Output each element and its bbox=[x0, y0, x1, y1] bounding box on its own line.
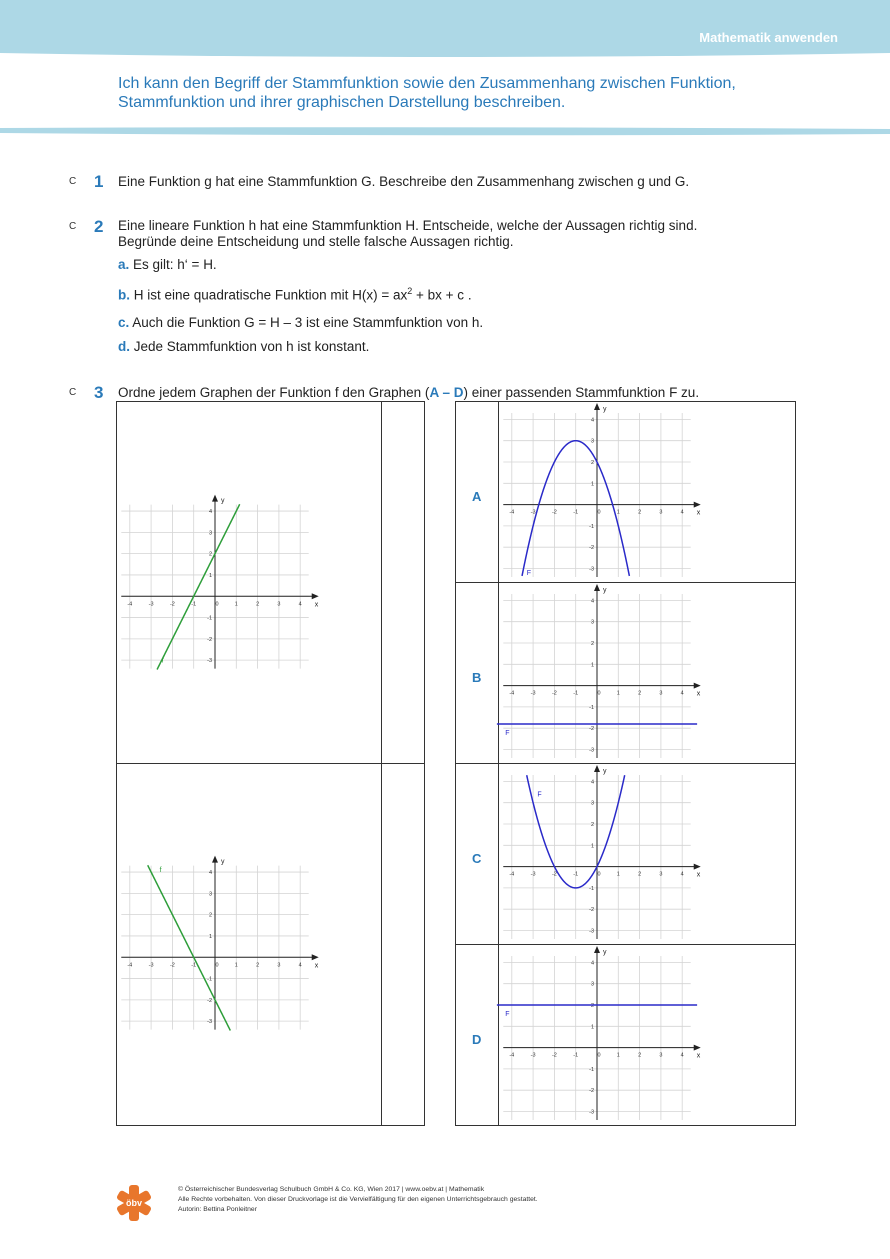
x-tick-label: 1 bbox=[616, 690, 620, 697]
x-axis-label: x bbox=[696, 509, 701, 517]
task-3-range-to: D bbox=[453, 385, 464, 400]
option-letter-a: A bbox=[472, 489, 482, 504]
x-tick-label: -1 bbox=[191, 962, 197, 969]
y-tick-label: -1 bbox=[589, 523, 594, 530]
task-2-item-d bbox=[118, 339, 369, 354]
x-tick-label: -1 bbox=[573, 509, 579, 516]
x-tick-label: 0 bbox=[597, 1052, 601, 1059]
x-tick-label: -4 bbox=[509, 690, 515, 697]
learning-objective bbox=[118, 74, 818, 112]
x-axis-arrow bbox=[312, 954, 319, 960]
task-1-competence: C bbox=[69, 176, 77, 187]
y-tick-label: 2 bbox=[208, 551, 212, 558]
x-tick-label: 2 bbox=[256, 601, 260, 608]
x-tick-label: 3 bbox=[277, 962, 281, 969]
curve-label: F bbox=[537, 791, 542, 799]
y-tick-label: -2 bbox=[589, 545, 594, 552]
objective-line-2: Stammfunktion und ihrer graphischen Darstellung beschreiben. bbox=[118, 94, 566, 111]
x-axis-label: x bbox=[314, 601, 319, 609]
task-2-text bbox=[118, 218, 697, 250]
y-tick-label: 4 bbox=[208, 870, 212, 877]
graph-f-1 bbox=[123, 497, 323, 675]
x-tick-label: -4 bbox=[509, 871, 515, 878]
y-tick-label: 1 bbox=[590, 662, 594, 669]
footer-copyright: © Österreichischer Bundesverlag Schulbuch GmbH & Co. KG, Wien 2017 | www.oebv.at | Mathematik bbox=[178, 1186, 485, 1193]
header-wave bbox=[0, 45, 890, 65]
task-3-range-dash: – bbox=[438, 385, 454, 400]
y-tick-label: 4 bbox=[590, 960, 594, 967]
y-tick-label: 1 bbox=[590, 843, 594, 850]
y-tick-label: 2 bbox=[208, 912, 212, 919]
y-tick-label: -3 bbox=[589, 566, 594, 573]
task-3-competence: C bbox=[69, 387, 77, 398]
x-tick-label: 2 bbox=[638, 871, 642, 878]
x-tick-label: 4 bbox=[298, 962, 302, 969]
y-tick-label: 3 bbox=[208, 530, 212, 537]
x-tick-label: -3 bbox=[530, 1052, 536, 1059]
y-tick-label: 4 bbox=[590, 417, 594, 424]
y-tick-label: 3 bbox=[590, 800, 594, 807]
formula-main: H(x) = ax bbox=[352, 287, 408, 303]
y-tick-label: -3 bbox=[589, 1109, 594, 1116]
x-tick-label: 2 bbox=[638, 690, 642, 697]
task-1-text: Eine Funktion g hat eine Stammfunktion G. Beschreibe den Zusammenhang zwischen g und G. bbox=[118, 174, 690, 189]
item-text: Es gilt: h‘ = H. bbox=[133, 257, 217, 272]
x-tick-label: -2 bbox=[551, 871, 557, 878]
y-axis-label: y bbox=[603, 406, 607, 414]
x-axis-arrow bbox=[694, 864, 701, 870]
task-2-number: 2 bbox=[94, 217, 104, 236]
x-tick-label: -1 bbox=[191, 601, 197, 608]
function-curve bbox=[157, 504, 240, 669]
y-tick-label: -2 bbox=[589, 1088, 594, 1095]
x-tick-label: 1 bbox=[234, 601, 238, 608]
curve-label: F bbox=[505, 1011, 510, 1018]
y-tick-label: 2 bbox=[590, 1003, 594, 1009]
item-text: Auch die Funktion G = H – 3 ist eine Stammfunktion von h. bbox=[132, 315, 484, 330]
x-tick-label: 3 bbox=[659, 690, 663, 697]
y-tick-label: -1 bbox=[589, 885, 594, 892]
y-tick-label: 2 bbox=[590, 460, 594, 466]
x-tick-label: 4 bbox=[680, 509, 684, 516]
task-3-text-start: Ordne jedem Graphen der Funktion f den Graphen ( bbox=[118, 385, 430, 400]
x-tick-label: -1 bbox=[573, 1052, 579, 1059]
task-2-line-1: Eine lineare Funktion h hat eine Stammfunktion H. Entscheide, welche der Aussagen richtig sind. bbox=[118, 218, 698, 233]
y-tick-label: 2 bbox=[590, 641, 594, 647]
x-axis-label: x bbox=[696, 871, 701, 879]
option-letter-c: C bbox=[472, 851, 482, 866]
task-2-item-a bbox=[118, 257, 217, 272]
y-tick-label: 4 bbox=[208, 509, 212, 516]
x-tick-label: -4 bbox=[127, 962, 133, 969]
x-tick-label: -3 bbox=[148, 962, 154, 969]
item-label: a. bbox=[118, 257, 130, 272]
row-divider-2 bbox=[455, 763, 796, 764]
footer bbox=[178, 1185, 538, 1215]
y-tick-label: -2 bbox=[589, 907, 594, 914]
x-axis-arrow bbox=[694, 502, 701, 508]
x-tick-label: 0 bbox=[597, 509, 601, 516]
x-tick-label: -2 bbox=[169, 601, 175, 608]
y-tick-label: 1 bbox=[590, 481, 594, 488]
item-label: b. bbox=[118, 287, 130, 303]
x-tick-label: -2 bbox=[551, 1052, 557, 1059]
x-tick-label: -3 bbox=[530, 871, 536, 878]
task-2-line-2: Begründe deine Entscheidung und stelle falsche Aussagen richtig. bbox=[118, 234, 514, 249]
item-text-end: . bbox=[464, 287, 472, 303]
task-3-range-from: A bbox=[429, 385, 439, 400]
y-tick-label: 3 bbox=[208, 891, 212, 898]
x-axis-label: x bbox=[696, 1052, 701, 1060]
task-3-text bbox=[118, 385, 699, 401]
y-tick-label: 3 bbox=[590, 619, 594, 626]
curve-label: F bbox=[526, 569, 531, 577]
task-2-item-c bbox=[118, 315, 483, 330]
curve-label: F bbox=[505, 729, 510, 737]
task-2-item-b bbox=[118, 286, 472, 303]
x-tick-label: 4 bbox=[680, 871, 684, 878]
function-table-row-divider bbox=[116, 763, 425, 764]
x-tick-label: 4 bbox=[298, 601, 302, 608]
item-text: Jede Stammfunktion von h ist konstant. bbox=[133, 339, 370, 354]
x-tick-label: -1 bbox=[573, 871, 579, 878]
y-tick-label: -3 bbox=[207, 658, 212, 665]
graph-antiderivative-a bbox=[505, 406, 705, 582]
curve-label: f bbox=[161, 657, 164, 665]
x-tick-label: -2 bbox=[169, 962, 175, 969]
graph-antiderivative-b bbox=[505, 587, 705, 763]
y-tick-label: 1 bbox=[208, 933, 212, 940]
y-tick-label: 2 bbox=[590, 822, 594, 828]
x-axis-arrow bbox=[694, 1045, 701, 1051]
footer-author: Autorin: Bettina Ponleitner bbox=[178, 1206, 257, 1213]
x-tick-label: -3 bbox=[148, 601, 154, 608]
y-axis-label: y bbox=[603, 768, 607, 776]
brand-label: Mathematik anwenden bbox=[699, 30, 838, 45]
graph-antiderivative-c bbox=[505, 768, 705, 944]
task-1-number: 1 bbox=[94, 172, 104, 191]
x-tick-label: 1 bbox=[616, 509, 620, 516]
x-axis-label: x bbox=[696, 690, 701, 698]
y-tick-label: -2 bbox=[589, 726, 594, 733]
answer-cell-2[interactable] bbox=[383, 765, 423, 1124]
x-tick-label: 3 bbox=[659, 871, 663, 878]
x-tick-label: 3 bbox=[659, 509, 663, 516]
x-tick-label: 1 bbox=[616, 871, 620, 878]
x-tick-label: -4 bbox=[509, 1052, 515, 1059]
x-tick-label: -3 bbox=[530, 509, 536, 516]
x-tick-label: 2 bbox=[256, 962, 260, 969]
answer-cell-1[interactable] bbox=[383, 403, 423, 762]
y-tick-label: 3 bbox=[590, 981, 594, 988]
y-tick-label: -1 bbox=[589, 704, 594, 711]
y-tick-label: -3 bbox=[589, 928, 594, 935]
x-tick-label: -2 bbox=[551, 509, 557, 516]
y-tick-label: -1 bbox=[589, 1066, 594, 1073]
task-3-text-end: ) einer passenden Stammfunktion F zu. bbox=[463, 385, 700, 400]
x-tick-label: 4 bbox=[680, 1052, 684, 1059]
y-tick-label: -1 bbox=[207, 976, 212, 983]
function-curve bbox=[148, 865, 231, 1030]
x-tick-label: -3 bbox=[530, 690, 536, 697]
x-tick-label: 0 bbox=[215, 962, 219, 969]
y-axis-label: y bbox=[603, 587, 607, 595]
x-tick-label: -1 bbox=[573, 690, 579, 697]
x-tick-label: 1 bbox=[234, 962, 238, 969]
formula-rest: + bx + c bbox=[412, 287, 465, 303]
y-tick-label: -2 bbox=[207, 997, 212, 1004]
x-tick-label: -2 bbox=[551, 690, 557, 697]
graph-f-2 bbox=[123, 858, 323, 1036]
formula-exponent: 2 bbox=[407, 286, 413, 296]
x-tick-label: -4 bbox=[127, 601, 133, 608]
y-tick-label: 1 bbox=[208, 572, 212, 579]
y-tick-label: -3 bbox=[207, 1019, 212, 1026]
task-3-number: 3 bbox=[94, 383, 104, 402]
y-axis-label: y bbox=[221, 858, 225, 866]
footer-rights: Alle Rechte vorbehalten. Von dieser Druckvorlage ist die Vervielfältigung für den eigenen Unterrichtsgebrauch gestattet. bbox=[178, 1196, 538, 1203]
x-tick-label: -4 bbox=[509, 509, 515, 516]
x-tick-label: 0 bbox=[597, 690, 601, 697]
x-tick-label: 3 bbox=[277, 601, 281, 608]
x-axis-label: x bbox=[314, 962, 319, 970]
y-tick-label: 3 bbox=[590, 438, 594, 445]
option-letter-b: B bbox=[472, 670, 482, 685]
row-divider-3 bbox=[455, 944, 796, 945]
item-text: H ist eine quadratische Funktion mit bbox=[133, 287, 353, 303]
row-divider-1 bbox=[455, 582, 796, 583]
y-tick-label: -2 bbox=[207, 636, 212, 643]
item-label: d. bbox=[118, 339, 130, 354]
x-tick-label: 3 bbox=[659, 1052, 663, 1059]
y-axis-label: y bbox=[221, 497, 225, 505]
graph-antiderivative-d bbox=[505, 949, 705, 1125]
y-tick-label: 4 bbox=[590, 779, 594, 786]
y-tick-label: 4 bbox=[590, 598, 594, 605]
objective-line-1: Ich kann den Begriff der Stammfunktion sowie den Zusammenhang zwischen Funktion, bbox=[118, 75, 736, 92]
option-letter-d: D bbox=[472, 1032, 482, 1047]
x-axis-arrow bbox=[312, 593, 319, 599]
y-axis-label: y bbox=[603, 949, 607, 957]
x-tick-label: 1 bbox=[616, 1052, 620, 1059]
logo-text: öbv bbox=[125, 1198, 143, 1208]
y-tick-label: 1 bbox=[590, 1024, 594, 1031]
section-divider bbox=[0, 127, 890, 137]
x-tick-label: 4 bbox=[680, 690, 684, 697]
x-tick-label: 2 bbox=[638, 1052, 642, 1059]
item-label: c. bbox=[118, 315, 130, 330]
x-axis-arrow bbox=[694, 683, 701, 689]
y-tick-label: -3 bbox=[589, 747, 594, 754]
curve-label: f bbox=[159, 867, 162, 875]
oebv-logo-icon bbox=[114, 1183, 154, 1223]
x-tick-label: 2 bbox=[638, 509, 642, 516]
task-2-competence: C bbox=[69, 221, 77, 232]
x-tick-label: 0 bbox=[597, 871, 601, 878]
x-tick-label: 0 bbox=[215, 601, 219, 608]
y-tick-label: -1 bbox=[207, 615, 212, 622]
